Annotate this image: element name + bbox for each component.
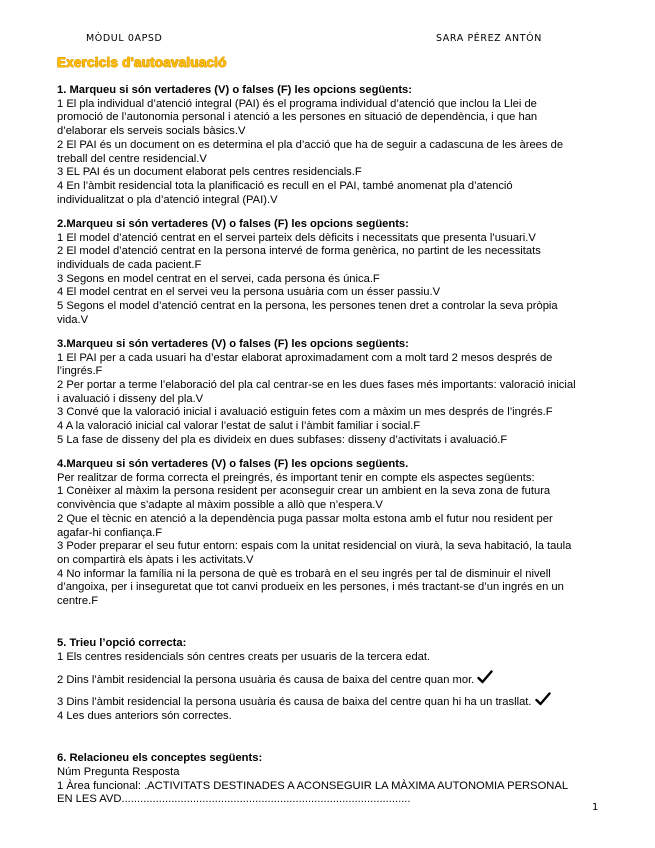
statement-line: 3 Segons en model centrat en el servei, cada persona és única.F: [57, 272, 380, 285]
option-text: 2 Dins l’àmbit residencial la persona usuària és causa de baixa del centre quan mor.: [57, 673, 475, 686]
statement-line: 1 Conèixer al màxim la persona resident per aconseguir crear un ambient en la seva zona de futura convivència que s’adapte al màxim possible a allò que n’espera.V: [57, 485, 551, 512]
section-1: [57, 84, 577, 207]
section-6: [57, 752, 577, 807]
option-line: 4 Les dues anteriors són correctes.: [57, 710, 232, 723]
question-heading: 6. Relacioneu els conceptes següents:: [57, 752, 263, 765]
statement-line: 3 Convé que la valoració inicial i avaluació estiguin fetes com a màxim un mes després de l’ingrés.F: [57, 406, 553, 419]
spacer: [57, 619, 577, 637]
statement-line: 1 El model d’atenció centrat en el servei parteix dels dèficits i necessitats que presenta l’usuari.V: [57, 231, 536, 244]
statement-line: 4 A la valoració inicial cal valorar l’estat de salut i l’àmbit familiar i social.F: [57, 420, 421, 433]
page-title: Exercicis d'autoavaluació: [57, 55, 227, 70]
question-heading: 2.Marqueu si són vertaderes (V) o falses (F) les opcions següents:: [57, 217, 409, 230]
check-icon: [535, 692, 551, 706]
statement-line: 2 El PAI és un document on es determina el pla d’acció que ha de seguir a cadascuna de les àrees de treball del centre residencial.V: [57, 138, 564, 165]
section-4: [57, 458, 577, 609]
option-text: 3 Dins l’àmbit residencial la persona usuària és causa de baixa del centre quan hi ha un trasllat.: [57, 696, 532, 709]
statement-line: Per realitzar de forma correcta el preingrés, és important tenir en compte els aspectes següents:: [57, 471, 535, 484]
page-number: 1: [592, 802, 599, 813]
header-module: MÒDUL 0APSD: [86, 33, 163, 44]
statement-line: 3 Poder preparar el seu futur entorn: espais com la unitat residencial on viurà, la seva habitació, la taula on compartirà els àpats i les activitats.V: [57, 540, 572, 566]
section-5: [57, 637, 577, 724]
spacer: [57, 734, 577, 752]
relation-line: 1 Àrea funcional: .ACTIVITATS DESTINADES A ACONSEGUIR LA MÀXIMA AUTONOMIA PERSONAL EN LES AVD.............................................................................................: [57, 779, 568, 806]
statement-line: 4 El model centrat en el servei veu la persona usuària com un ésser passiu.V: [57, 286, 441, 299]
section-2: [57, 218, 577, 328]
question-heading: 4.Marqueu si són vertaderes (V) o falses (F) les opcions següents.: [57, 458, 409, 471]
header-author: SARA PÉREZ ANTÓN: [436, 33, 542, 44]
document-body: [57, 84, 577, 818]
statement-line: 2 Per portar a terme l’elaboració del pla cal centrar-se en les dues fases més importants: valoració inicial i avaluació i disseny del pla.V: [57, 379, 576, 405]
statement-line: 2 El model d’atenció centrat en la persona intervé de forma genèrica, no partint de les necessitats individuals de cada pacient.F: [57, 245, 541, 271]
table-header-line: Núm Pregunta Resposta: [57, 766, 180, 779]
statement-line: 1 El pla individual d’atenció integral (PAI) és el programa individual d’atenció que inclou la Llei de promoció de l’autonomia personal i atenció a les persones en situació de dependència, i que han d’elaborar els serveis socials bàsics.V: [57, 97, 538, 138]
statement-line: 3 EL PAI és un document elaborat pels centres residencials.F: [57, 166, 362, 179]
statement-line: 4 En l’àmbit residencial tota la planificació es recull en el PAI, també anomenat pla d’atenció individualitzat o pla d’atenció integral (PAI).V: [57, 179, 513, 206]
question-heading: 3.Marqueu si són vertaderes (V) o falses (F) les opcions següents:: [57, 337, 409, 350]
statement-line: 4 No informar la família ni la persona de què es trobarà en el seu ingrés per tal de disminuir el nivell d’angoixa, per i inseguretat que tot canvi produeix en les persones, i més tractant-se d’un ingrés en un centre.F: [57, 567, 564, 608]
statement-line: 1 El PAI per a cada usuari ha d’estar elaborat aproximadament com a molt tard 2 mesos després de l’ingrés.F: [57, 351, 553, 378]
statement-line: 5 Segons el model d’atenció centrat en la persona, les persones tenen dret a controlar la seva pròpia vida.V: [57, 300, 558, 326]
question-heading: 1. Marqueu si són vertaderes (V) o falses (F) les opcions següents:: [57, 84, 412, 96]
option-line: [57, 670, 577, 688]
statement-line: 2 Que el tècnic en atenció a la dependència puga passar molta estona amb el futur nou resident per agafar-hi confiança.F: [57, 512, 553, 539]
question-heading: 5. Trieu l’opció correcta:: [57, 637, 187, 650]
option-line: [57, 692, 577, 710]
option-line: 1 Els centres residencials són centres creats per usuaris de la tercera edat.: [57, 651, 431, 664]
check-icon: [477, 670, 493, 684]
statement-line: 5 La fase de disseny del pla es divideix en dues subfases: disseny d’activitats i avaluació.F: [57, 433, 508, 446]
section-3: [57, 338, 577, 448]
